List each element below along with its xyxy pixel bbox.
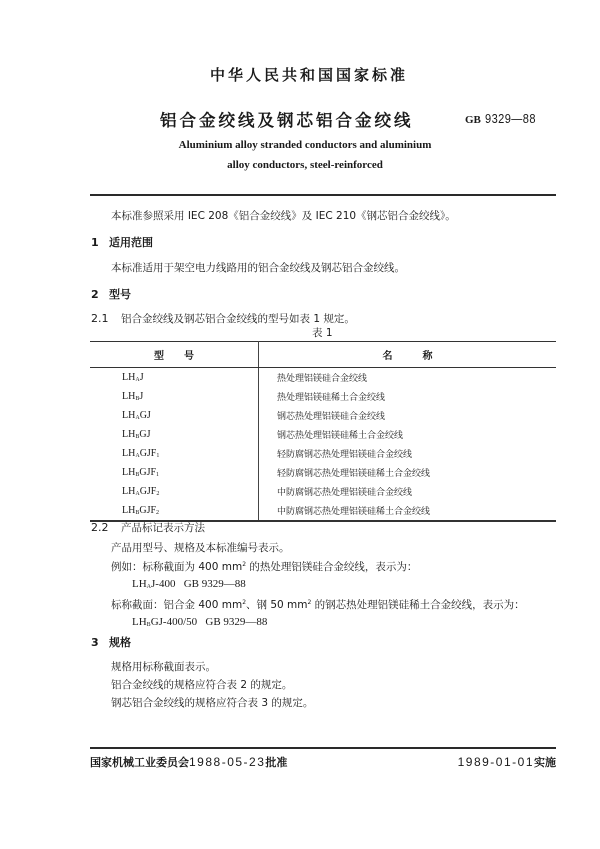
model-name: 钢芯热处理铝镁硅合金绞线 bbox=[277, 412, 386, 422]
table-row bbox=[90, 444, 556, 463]
section-2-1-body: 铝合金绞线及钢芯铝合金绞线的型号如表 1 规定。 bbox=[121, 313, 355, 325]
section-2-2-heading bbox=[91, 520, 205, 535]
footer-rule bbox=[90, 747, 556, 749]
effective-label: 实施 bbox=[534, 756, 556, 769]
effective-date: 1989-01-01 bbox=[457, 755, 534, 769]
title-en-line2: alloy conductors, steel-reinforced bbox=[227, 159, 383, 171]
model-code: $LH_AGJF_2$ bbox=[90, 482, 259, 501]
section-number: 2 bbox=[91, 288, 99, 301]
example2-code: $LH_BGJ-400/50$ GB 9329—88 bbox=[132, 616, 268, 628]
document-title-en bbox=[0, 135, 600, 175]
model-code: $LH_BJ$ bbox=[90, 387, 259, 406]
section-title: 产品标记表示方法 bbox=[121, 522, 205, 534]
model-name: 钢芯热处理铝镁硅稀土合金绞线 bbox=[277, 431, 404, 441]
table-row bbox=[90, 406, 556, 425]
section-2-heading bbox=[91, 286, 131, 302]
standard-number bbox=[465, 111, 545, 127]
example1-code: $LH_AJ-400$ GB 9329—88 bbox=[132, 578, 246, 590]
approval-label: 批准 bbox=[265, 756, 288, 769]
section-3-line2: 铝合金绞线的规格应符合表 2 的规定。 bbox=[111, 679, 293, 691]
section-title: 适用范围 bbox=[109, 236, 153, 249]
section-number: 1 bbox=[91, 236, 99, 249]
approving-authority: 国家机械工业委员会 bbox=[90, 756, 189, 769]
column-header-model: 型 号 bbox=[90, 342, 259, 368]
intro-paragraph: 本标准参照采用 IEC 208《铝合金绞线》及 IEC 210《钢芯铝合金绞线》。 bbox=[111, 210, 456, 222]
section-title: 型号 bbox=[109, 288, 131, 301]
table-header-row bbox=[90, 342, 556, 368]
section-number: 2.2 bbox=[91, 521, 109, 534]
national-standard-heading: 中华人民共和国国家标准 bbox=[209, 66, 408, 84]
standard-code: 9329—88 bbox=[484, 111, 536, 126]
title-en-line1: Aluminium alloy stranded conductors and aluminium bbox=[178, 139, 432, 151]
model-name: 轻防腐钢芯热处理铝镁硅合金绞线 bbox=[277, 450, 413, 460]
model-name: 热处理铝镁硅合金绞线 bbox=[277, 374, 368, 384]
model-code: $LH_BGJF_1$ bbox=[90, 463, 259, 482]
table-row bbox=[90, 482, 556, 501]
section-number: 3 bbox=[91, 636, 99, 649]
model-name: 中防腐钢芯热处理铝镁硅合金绞线 bbox=[277, 488, 413, 498]
document-title-cn: 铝合金绞线及钢芯铝合金绞线 bbox=[160, 111, 414, 130]
approval-info bbox=[90, 754, 287, 770]
table-row bbox=[90, 425, 556, 444]
section-2-2-example2: 标称截面：铝合金 400 $mm^2$、钢 50 $mm^2$ 的钢芯热处理铝镁硅稀土合金绞线，表示为： bbox=[111, 599, 525, 611]
model-name: 中防腐钢芯热处理铝镁硅稀土合金绞线 bbox=[277, 507, 431, 517]
section-1-heading bbox=[91, 234, 153, 250]
table-row bbox=[90, 463, 556, 482]
effective-info bbox=[458, 754, 556, 770]
section-3-line1: 规格用标称截面表示。 bbox=[111, 661, 216, 673]
model-name: 热处理铝镁硅稀土合金绞线 bbox=[277, 393, 386, 403]
section-number: 2.1 bbox=[91, 312, 109, 325]
model-name: 轻防腐钢芯热处理铝镁硅稀土合金绞线 bbox=[277, 469, 431, 479]
table-row bbox=[90, 501, 556, 521]
model-code: $LH_BGJF_2$ bbox=[90, 501, 259, 521]
section-2-2-line1: 产品用型号、规格及本标准编号表示。 bbox=[111, 542, 290, 554]
column-header-name: 名 称 bbox=[259, 342, 557, 368]
table-1-caption: 表 1 bbox=[312, 327, 333, 339]
standard-prefix: GB bbox=[465, 114, 481, 126]
model-code: $LH_AGJF_1$ bbox=[90, 444, 259, 463]
section-2-2-example1: 例如：标称截面为 400 $mm^2$ 的热处理铝镁硅合金绞线，表示为： bbox=[111, 561, 418, 573]
section-3-line3: 钢芯铝合金绞线的规格应符合表 3 的规定。 bbox=[111, 697, 314, 709]
table-row bbox=[90, 387, 556, 406]
table-row bbox=[90, 368, 556, 388]
approval-date: 1988-05-23 bbox=[189, 755, 266, 769]
model-code: $LH_BGJ$ bbox=[90, 425, 259, 444]
model-code: $LH_AJ$ bbox=[90, 368, 259, 388]
table-1 bbox=[90, 341, 556, 522]
header-rule bbox=[90, 194, 556, 196]
section-1-body: 本标准适用于架空电力线路用的铝合金绞线及钢芯铝合金绞线。 bbox=[111, 262, 405, 274]
model-code: $LH_AGJ$ bbox=[90, 406, 259, 425]
section-2-1 bbox=[91, 311, 355, 326]
section-3-heading bbox=[91, 634, 131, 650]
section-title: 规格 bbox=[109, 636, 131, 649]
